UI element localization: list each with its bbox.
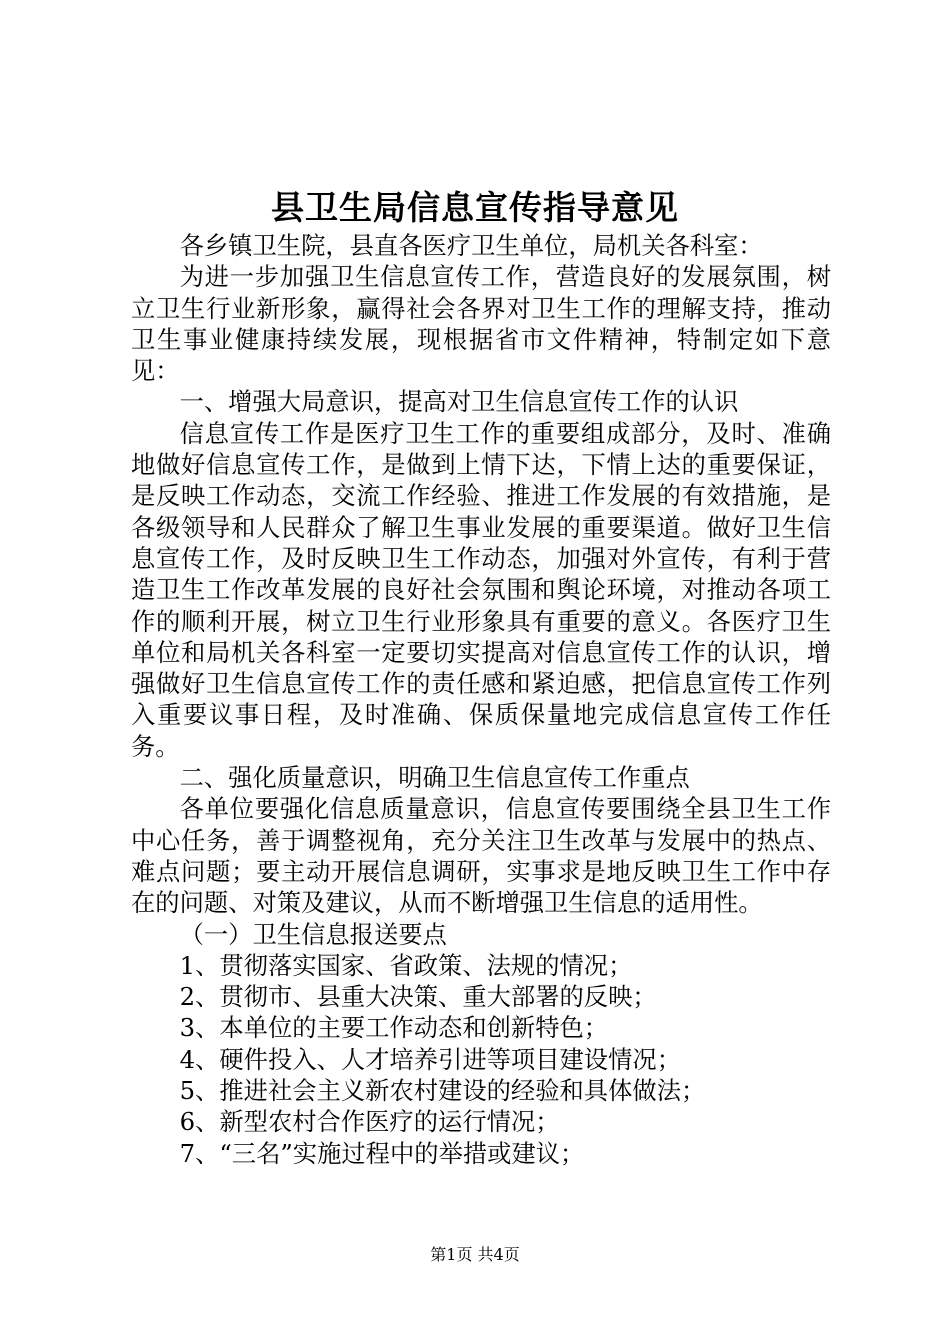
section-2-paragraph: 各单位要强化信息质量意识，信息宣传要围绕全县卫生工作中心任务，善于调整视角，充分关注卫生改革与发展中的热点、难点问题；要主动开展信息调研，实事求是地反映卫生工作中存在的问题、对策及建议，从而不断增强卫生信息的适用性。 [131,794,831,918]
list-item: 2、贯彻市、县重大决策、重大部署的反映； [179,982,657,1012]
list-item: 6、新型农村合作医疗的运行情况； [179,1107,560,1137]
list-item: 1、贯彻落实国家、省政策、法规的情况； [179,950,633,980]
list-item: 4、硬件投入、人才培养引进等项目建设情况； [179,1044,681,1074]
document-body [131,230,831,1169]
section-heading-2: 二、强化质量意识，明确卫生信息宣传工作重点 [179,763,690,793]
document-title: 县卫生局信息宣传指导意见 [271,188,679,227]
section-1-paragraph: 信息宣传工作是医疗卫生工作的重要组成部分，及时、准确地做好信息宣传工作，是做到上情下达，下情上达的重要保证，是反映工作动态，交流工作经验、推进工作发展的有效措施，是各级领导和人民群众了解卫生事业发展的重要渠道。做好卫生信息宣传工作，及时反映卫生工作动态，加强对外宣传，有利于营造卫生工作改革发展的良好社会氛围和舆论环境，对推动各项工作的顺利开展，树立卫生行业形象具有重要的意义。各医疗卫生单位和局机关各科室一定要切实提高对信息宣传工作的认识，增强做好卫生信息宣传工作的责任感和紧迫感，把信息宣传工作列入重要议事日程，及时准确、保质保量地完成信息宣传工作任务。 [131,418,831,761]
list-item: 5、推进社会主义新农村建设的经验和具体做法； [179,1076,706,1106]
intro-paragraph: 为进一步加强卫生信息宣传工作，营造良好的发展氛围，树立卫生行业新形象，赢得社会各界对卫生工作的理解支持，推动卫生事业健康持续发展，现根据省市文件精神，特制定如下意见： [131,262,831,386]
page-number-footer: 第1页 共4页 [430,1245,520,1264]
subsection-heading: （一）卫生信息报送要点 [179,919,447,949]
section-heading-1: 一、增强大局意识，提高对卫生信息宣传工作的认识 [179,387,739,417]
list-item: 3、本单位的主要工作动态和创新特色； [179,1013,609,1043]
list-item: 7、“三名”实施过程中的举措或建议； [179,1138,585,1168]
salutation: 各乡镇卫生院，县直各医疗卫生单位，局机关各科室： [179,231,763,260]
